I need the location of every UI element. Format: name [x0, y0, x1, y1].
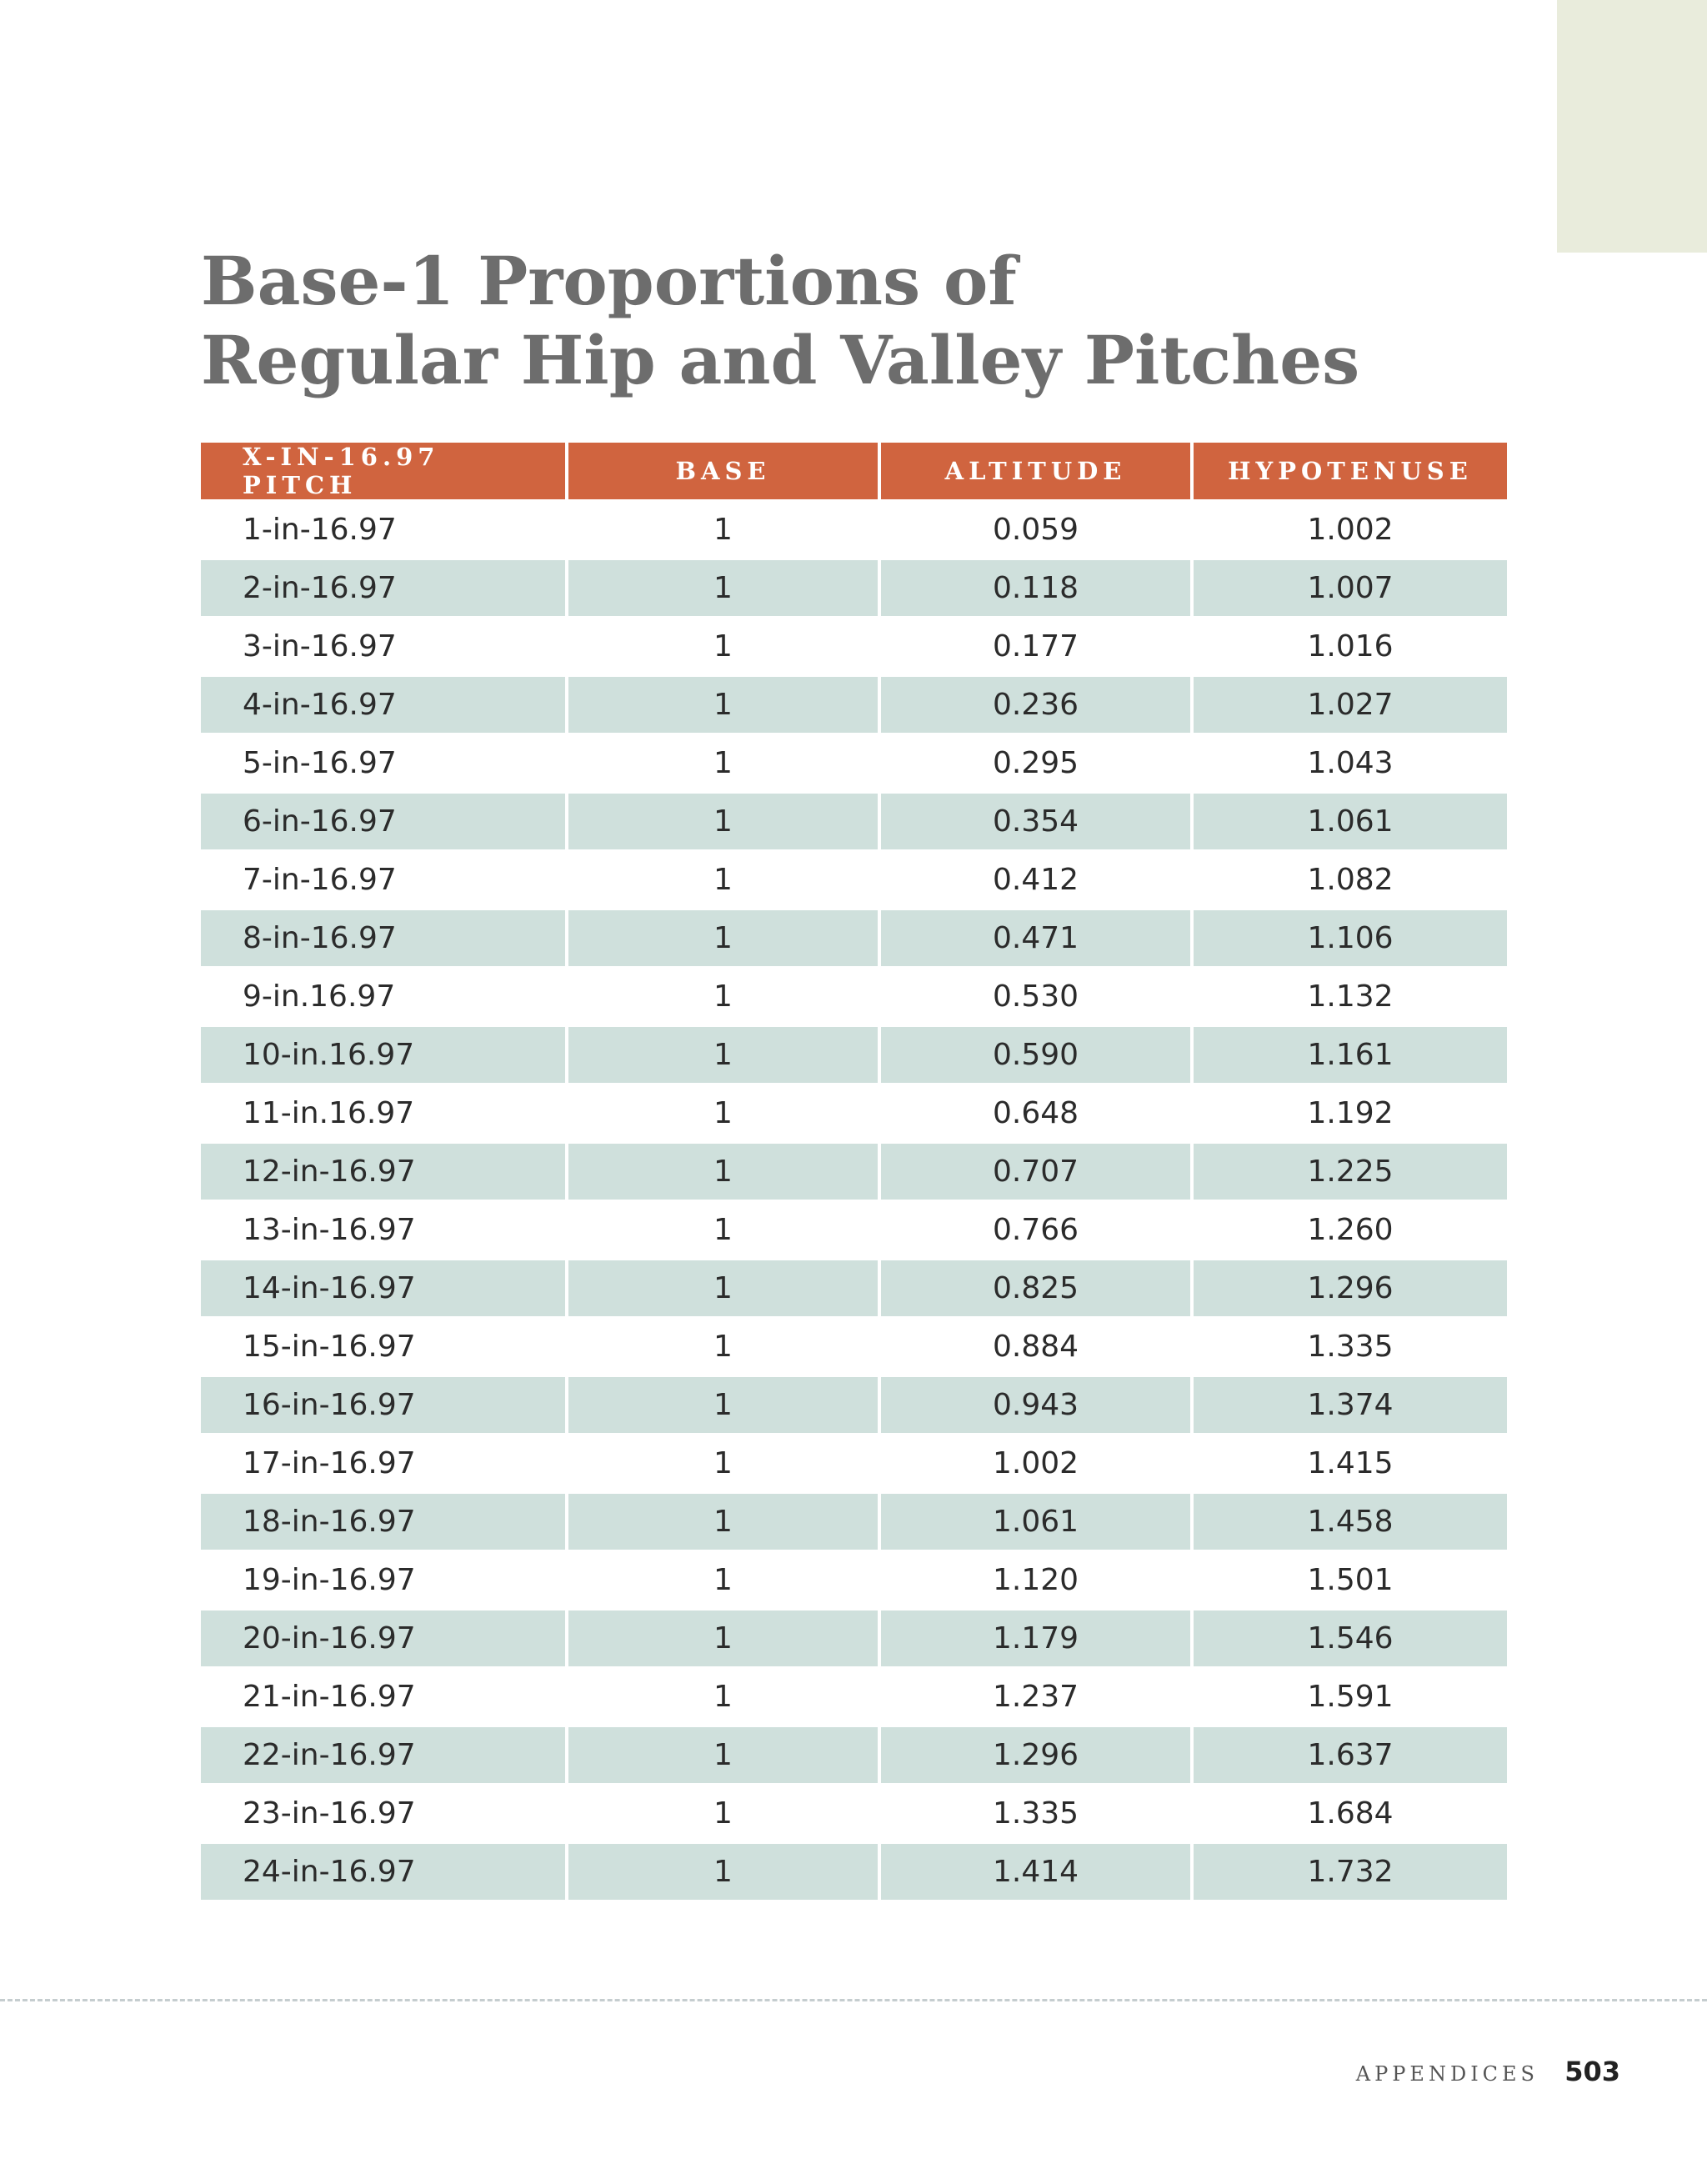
table-row [201, 1260, 1507, 1319]
table-row [201, 1494, 1507, 1552]
cell-base: 1 [568, 619, 881, 677]
cell-altitude: 1.179 [881, 1610, 1194, 1669]
cell-base: 1 [568, 1027, 881, 1085]
cell-pitch: 2-in-16.97 [201, 560, 568, 619]
column-header-pitch: X-IN-16.97 PITCH [201, 443, 568, 502]
cell-base: 1 [568, 1669, 881, 1727]
cell-hypotenuse: 1.027 [1194, 677, 1507, 735]
cell-pitch: 10-in.16.97 [201, 1027, 568, 1085]
cell-pitch: 12-in-16.97 [201, 1144, 568, 1202]
pitch-table [201, 443, 1507, 1902]
cell-pitch: 1-in-16.97 [201, 502, 568, 560]
cell-base: 1 [568, 969, 881, 1027]
page-title-line-1: Base-1 Proportions of [201, 242, 1017, 320]
cell-pitch: 3-in-16.97 [201, 619, 568, 677]
cell-altitude: 0.412 [881, 852, 1194, 910]
cell-base: 1 [568, 910, 881, 969]
table-row [201, 1844, 1507, 1902]
cell-pitch: 6-in-16.97 [201, 794, 568, 852]
cell-altitude: 0.059 [881, 502, 1194, 560]
table-row [201, 1727, 1507, 1786]
cell-base: 1 [568, 1786, 881, 1844]
cell-pitch: 7-in-16.97 [201, 852, 568, 910]
cell-base: 1 [568, 735, 881, 794]
page-number: 503 [1564, 2056, 1620, 2087]
table-row [201, 677, 1507, 735]
cell-base: 1 [568, 1202, 881, 1260]
cell-altitude: 0.707 [881, 1144, 1194, 1202]
cell-pitch: 20-in-16.97 [201, 1610, 568, 1669]
cell-pitch: 24-in-16.97 [201, 1844, 568, 1902]
cell-altitude: 1.002 [881, 1435, 1194, 1494]
cell-base: 1 [568, 560, 881, 619]
cell-hypotenuse: 1.016 [1194, 619, 1507, 677]
cell-hypotenuse: 1.501 [1194, 1552, 1507, 1610]
cell-altitude: 1.335 [881, 1786, 1194, 1844]
table-row [201, 1202, 1507, 1260]
cell-base: 1 [568, 1144, 881, 1202]
cell-pitch: 14-in-16.97 [201, 1260, 568, 1319]
table-row [201, 1144, 1507, 1202]
footer-divider [0, 1999, 1707, 2001]
table-row [201, 560, 1507, 619]
cell-base: 1 [568, 1435, 881, 1494]
cell-base: 1 [568, 1319, 881, 1377]
cell-hypotenuse: 1.043 [1194, 735, 1507, 794]
table-header-row [201, 443, 1507, 502]
cell-pitch: 11-in.16.97 [201, 1085, 568, 1144]
table-row [201, 1610, 1507, 1669]
table-row [201, 1319, 1507, 1377]
cell-altitude: 0.766 [881, 1202, 1194, 1260]
table-row [201, 1435, 1507, 1494]
cell-hypotenuse: 1.106 [1194, 910, 1507, 969]
column-header-base: BASE [568, 443, 881, 502]
cell-pitch: 16-in-16.97 [201, 1377, 568, 1435]
cell-hypotenuse: 1.082 [1194, 852, 1507, 910]
table-row [201, 910, 1507, 969]
cell-hypotenuse: 1.161 [1194, 1027, 1507, 1085]
table-row [201, 852, 1507, 910]
cell-hypotenuse: 1.335 [1194, 1319, 1507, 1377]
table-row [201, 1085, 1507, 1144]
cell-altitude: 0.530 [881, 969, 1194, 1027]
cell-hypotenuse: 1.684 [1194, 1786, 1507, 1844]
cell-altitude: 1.237 [881, 1669, 1194, 1727]
cell-pitch: 9-in.16.97 [201, 969, 568, 1027]
cell-hypotenuse: 1.132 [1194, 969, 1507, 1027]
cell-hypotenuse: 1.296 [1194, 1260, 1507, 1319]
cell-base: 1 [568, 1610, 881, 1669]
cell-hypotenuse: 1.546 [1194, 1610, 1507, 1669]
corner-tab [1557, 0, 1707, 253]
cell-pitch: 17-in-16.97 [201, 1435, 568, 1494]
cell-pitch: 4-in-16.97 [201, 677, 568, 735]
cell-base: 1 [568, 1552, 881, 1610]
cell-altitude: 0.118 [881, 560, 1194, 619]
cell-altitude: 0.295 [881, 735, 1194, 794]
cell-altitude: 0.590 [881, 1027, 1194, 1085]
cell-altitude: 0.648 [881, 1085, 1194, 1144]
cell-altitude: 0.177 [881, 619, 1194, 677]
cell-altitude: 1.414 [881, 1844, 1194, 1902]
table-row [201, 794, 1507, 852]
cell-pitch: 18-in-16.97 [201, 1494, 568, 1552]
cell-altitude: 0.943 [881, 1377, 1194, 1435]
table-row [201, 502, 1507, 560]
table-row [201, 969, 1507, 1027]
table-body [201, 502, 1507, 1902]
cell-base: 1 [568, 1844, 881, 1902]
cell-altitude: 0.825 [881, 1260, 1194, 1319]
cell-pitch: 13-in-16.97 [201, 1202, 568, 1260]
cell-base: 1 [568, 677, 881, 735]
cell-altitude: 1.120 [881, 1552, 1194, 1610]
cell-hypotenuse: 1.458 [1194, 1494, 1507, 1552]
cell-altitude: 1.061 [881, 1494, 1194, 1552]
cell-hypotenuse: 1.192 [1194, 1085, 1507, 1144]
cell-pitch: 5-in-16.97 [201, 735, 568, 794]
cell-altitude: 0.236 [881, 677, 1194, 735]
cell-pitch: 15-in-16.97 [201, 1319, 568, 1377]
table-row [201, 1786, 1507, 1844]
cell-hypotenuse: 1.591 [1194, 1669, 1507, 1727]
table-row [201, 1669, 1507, 1727]
table-row [201, 1552, 1507, 1610]
cell-pitch: 8-in-16.97 [201, 910, 568, 969]
table-row [201, 619, 1507, 677]
cell-base: 1 [568, 502, 881, 560]
cell-base: 1 [568, 1085, 881, 1144]
cell-hypotenuse: 1.225 [1194, 1144, 1507, 1202]
cell-base: 1 [568, 1494, 881, 1552]
cell-hypotenuse: 1.637 [1194, 1727, 1507, 1786]
table-header [201, 443, 1507, 502]
cell-base: 1 [568, 1260, 881, 1319]
cell-hypotenuse: 1.374 [1194, 1377, 1507, 1435]
cell-hypotenuse: 1.007 [1194, 560, 1507, 619]
cell-pitch: 23-in-16.97 [201, 1786, 568, 1844]
cell-hypotenuse: 1.415 [1194, 1435, 1507, 1494]
cell-hypotenuse: 1.732 [1194, 1844, 1507, 1902]
column-header-altitude: ALTITUDE [881, 443, 1194, 502]
page-title [201, 242, 1368, 400]
table-row [201, 735, 1507, 794]
cell-pitch: 19-in-16.97 [201, 1552, 568, 1610]
cell-altitude: 0.354 [881, 794, 1194, 852]
table-row [201, 1027, 1507, 1085]
cell-base: 1 [568, 1727, 881, 1786]
cell-base: 1 [568, 794, 881, 852]
cell-hypotenuse: 1.260 [1194, 1202, 1507, 1260]
cell-base: 1 [568, 1377, 881, 1435]
cell-base: 1 [568, 852, 881, 910]
running-footer-section: APPENDICES [1355, 2062, 1539, 2086]
cell-altitude: 1.296 [881, 1727, 1194, 1786]
cell-altitude: 0.884 [881, 1319, 1194, 1377]
cell-pitch: 21-in-16.97 [201, 1669, 568, 1727]
cell-hypotenuse: 1.061 [1194, 794, 1507, 852]
cell-hypotenuse: 1.002 [1194, 502, 1507, 560]
column-header-hypotenuse: HYPOTENUSE [1194, 443, 1507, 502]
cell-pitch: 22-in-16.97 [201, 1727, 568, 1786]
cell-altitude: 0.471 [881, 910, 1194, 969]
page-title-line-2: Regular Hip and Valley Pitches [201, 321, 1360, 399]
table-row [201, 1377, 1507, 1435]
